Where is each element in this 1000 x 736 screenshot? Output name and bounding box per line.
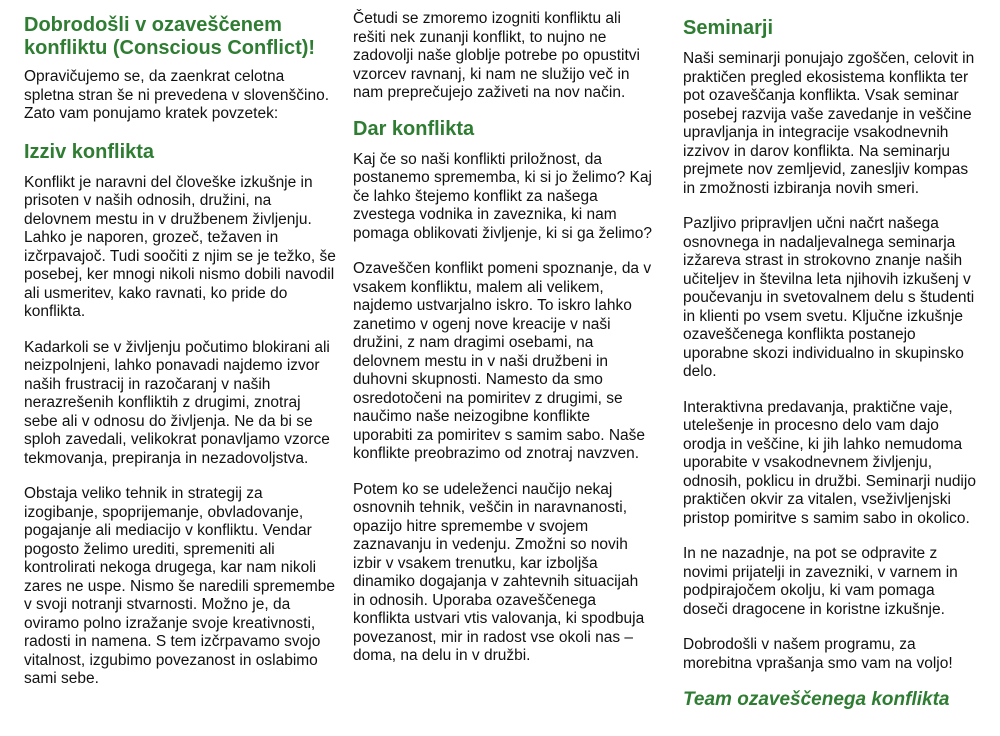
paragraph: Kaj če so naši konflikti priložnost, da postanemo sprememba, ki si jo želimo? Kaj če lahko štejemo konflikt za našega zvestega vodnika in zaveznika, ki nam pomaga oblikovati življenje, ki si ga želimo? bbox=[353, 150, 652, 242]
column-2 bbox=[353, 10, 653, 683]
lead-paragraph: Četudi se zmoremo izogniti konfliktu ali rešiti nek zunanji konflikt, to nujno ne zadovolji naše globlje potrebe po opustitvi vzorcev ravnanj, ki nam ne služijo več in nam preprečujejo zaživeti na nov način. bbox=[353, 10, 640, 101]
paragraph: Interaktivna predavanja, praktične vaje, utelešenje in procesno delo vam dajo orodja in veščine, ki jih lahko nemudoma uporabite v vsakodnevnem življenju, odnosih, poklicu in družbi. Seminarji nudijo praktičen okvir za vitalen, vseživljenjski pristop pomiritve s samim sabo in okolico. bbox=[683, 398, 976, 527]
paragraph: Dobrodošli v našem programu, za morebitna vprašanja smo vam na voljo! bbox=[683, 636, 953, 672]
heading-gift: Dar konflikta bbox=[353, 117, 475, 140]
page-title: Dobrodošli v ozaveščenem konfliktu (Conscious Conflict)! bbox=[24, 14, 316, 59]
paragraph: Naši seminarji ponujajo zgoščen, celovit in praktičen pregled ekosistema konflikta ter pot ozaveščanja konflikta. Vsak seminar posebej razvija vaše zavedanje in veščine upravljanja in integracije vsakodnevnih izzivov in darov konflikta. Na seminarju prejmete nov zemljevid, zanesljiv kompas in zmožnosti izbiranja novih smeri. bbox=[683, 50, 975, 197]
column-3 bbox=[683, 10, 978, 711]
heading-seminars: Seminarji bbox=[683, 17, 774, 39]
paragraph: Potem ko se udeleženci naučijo nekaj osnovnih tehnik, veščin in naravnanosti, opazijo hitre spremembe v svojem zaznavanju in vedenju. Zmožni so novih izbir v vsakem trenutku, kar izboljša dinamiko dogajanja v zahtevnih situacijah in odnosih. Uporaba ozaveščenega konflikta ustvari vtis valovanja, ki spodbuja povezanost, mir in radost vse okoli nas – doma, na delu in v družbi. bbox=[353, 480, 645, 664]
paragraph: Konflikt je naravni del človeške izkušnje in prisoten v naših odnosih, družini, na delovnem mestu in v družbenem življenju. Lahko je naporen, grozeč, težaven in izčrpavajoč. Tudi soočiti z njim se je težko, še posebej, ker mnogi nikoli nismo dobili navodil ali usmeritev, kako ravnati, ko pride do konflikta. bbox=[24, 173, 336, 320]
signature: Team ozaveščenega konflikta bbox=[683, 689, 950, 710]
paragraph: Kadarkoli se v življenju počutimo blokirani ali neizpolnjeni, lahko ponavadi najdemo izvor naših frustracij in razočaranj v naših nerazrešenih konfliktih z drugimi, znotraj sebe ali v odnosu do življenja. Ne da bi se sploh zavedali, velikokrat ponavljamo vzorce tekmovanja, prepiranja in nezadovoljstva. bbox=[24, 338, 330, 467]
paragraph: In ne nazadnje, na pot se odpravite z novimi prijatelji in zavezniki, v varnem in podpirajočem okolju, ki vam pomaga doseči dragocene in koristne izkušnje. bbox=[683, 545, 958, 618]
paragraph: Pazljivo pripravljen učni načrt našega osnovnega in nadaljevalnega seminarja izžareva strast in strokovno znanje naših učiteljev in številna leta njihovih izkušenj v poučevanju in svetovalnem delu s študenti in klienti po vsem svetu. Ključne izkušnje ozaveščenega konflikta postanejo uporabne skozi individualno in skupinsko delo. bbox=[683, 215, 975, 380]
paragraph: Obstaja veliko tehnik in strategij za izogibanje, spoprijemanje, obvladovanje, pogajanje ali mediacijo v konfliktu. Vendar pogosto želimo urediti, spremeniti ali kontrolirati nekoga drugega, kar nam nikoli zares ne uspe. Nismo še naredili spremembe v svoji notranji stvarnosti. Možno je, da oviramo polno izražanje svoje kreativnosti, radosti in namena. S tem izčrpavamo svojo vitalnost, izgubimo povezanost in oslabimo sami sebe. bbox=[24, 485, 335, 687]
heading-challenge: Izziv konflikta bbox=[24, 140, 155, 163]
paragraph: Ozaveščen konflikt pomeni spoznanje, da v vsakem konfliktu, malem ali velikem, najdemo ustvarjalno iskro. To iskro lahko zanetimo v ogenj nove kreacije v naši družini, z nam dragimi osebami, na delovnem mestu in v naši družbeni in duhovni skupnosti. Namesto da smo osredotočeni na pomiritev z drugimi, se naučimo naše neizogibne konflikte uporabiti za pomiritev s samim sabo. Naše konflikte preobrazimo od znotraj navzven. bbox=[353, 260, 652, 462]
column-1 bbox=[24, 10, 336, 706]
intro-paragraph: Opravičujemo se, da zaenkrat celotna spletna stran še ni prevedena v slovenščino. Zato vam ponujamo kratek povzetek: bbox=[24, 68, 330, 122]
